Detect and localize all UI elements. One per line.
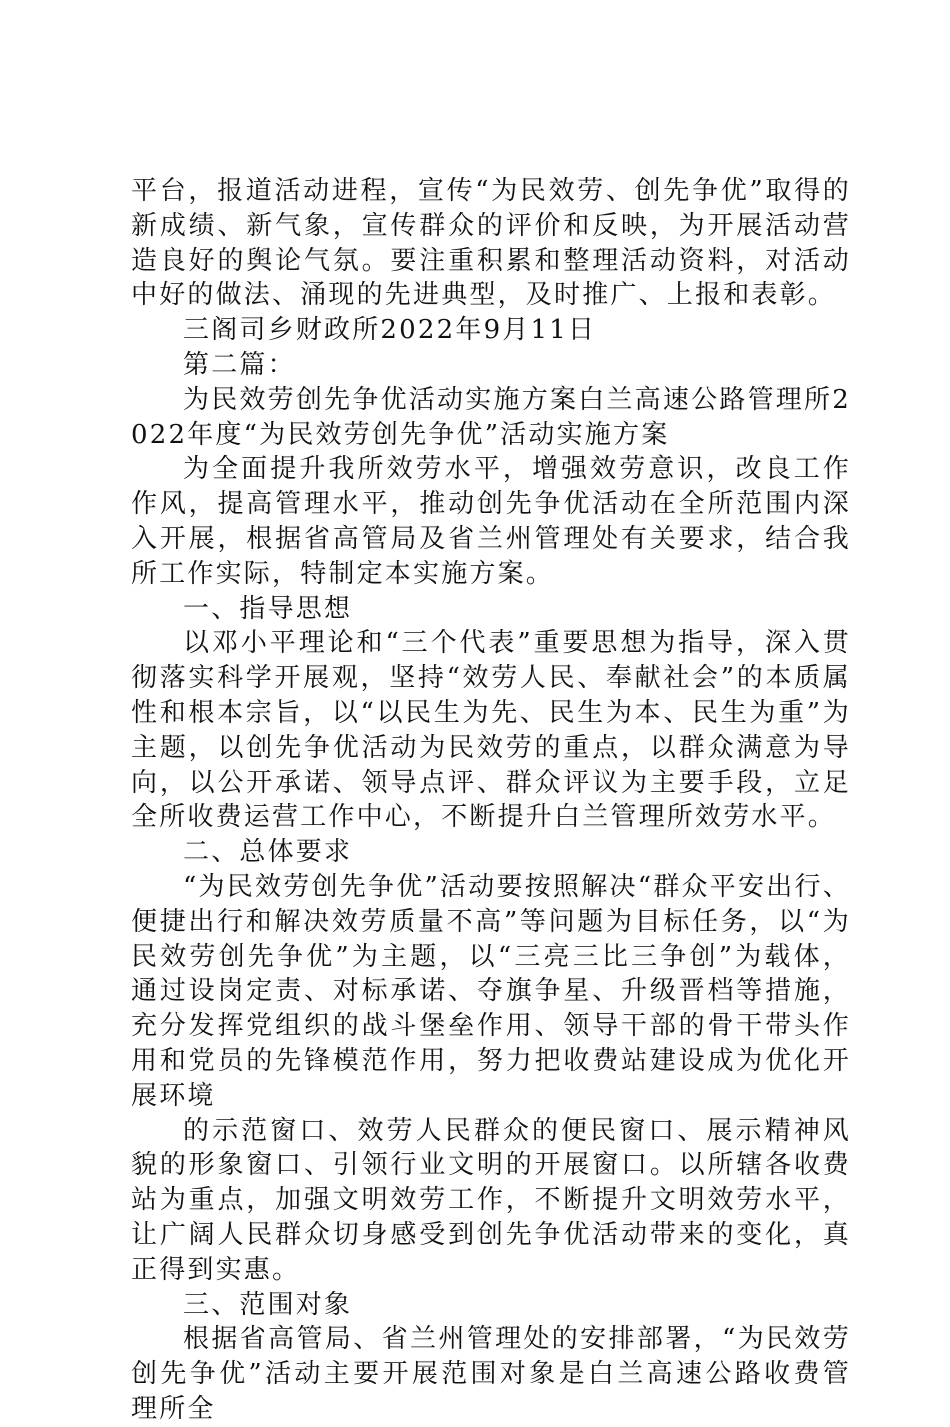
document-title: 为民效劳创先争优活动实施方案白兰高速公路管理所2022年度“为民效劳创先争优”活动实施方案: [131, 384, 851, 450]
paragraph-overall-requirements-continued: 的示范窗口、效劳人民群众的便民窗口、展示精神风貌的形象窗口、引领行业文明的开展窗口。以所辖各收费站为重点，加强文明效劳工作，不断提升文明效劳水平，让广阔人民群众切身感受到创先争优活动带来的变化，真正得到实惠。: [131, 1115, 851, 1285]
paragraph-overall-requirements: “为民效劳创先争优”活动要按照解决“群众平安出行、便捷出行和解决效劳质量不高”等问题为目标任务，以“为民效劳创先争优”为主题，以“三亮三比三争创”为载体，通过设岗定责、对标承诺、夺旗争星、升级晋档等措施，充分发挥党组织的战斗堡垒作用、领导干部的骨干带头作用和党员的先锋模范作用，努力把收费站建设成为优化开展环境: [131, 871, 851, 1111]
document-body: [131, 174, 851, 1427]
paragraph-guiding-ideology: 以邓小平理论和“三个代表”重要思想为指导，深入贯彻落实科学开展观，坚持“效劳人民、奉献社会”的本质属性和根本宗旨，以“以民生为先、民生为本、民生为重”为主题，以创先争优活动为民效劳的重点，以群众满意为导向，以公开承诺、领导点评、群众评议为主要手段，立足全所收费运营工作中心，不断提升白兰管理所效劳水平。: [131, 628, 851, 833]
section-heading-second-article: 第二篇：: [183, 349, 296, 380]
signature-date-line: 三阁司乡财政所2022年9月11日: [183, 315, 597, 346]
paragraph-scope: 根据省高管局、省兰州管理处的安排部署，“为民效劳创先争优”活动主要开展范围对象是白兰高速公路收费管理所全: [131, 1324, 851, 1424]
heading-overall-requirements: 二、总体要求: [183, 837, 353, 868]
paragraph-publicity-platform: 平台，报道活动进程，宣传“为民效劳、创先争优”取得的新成绩、新气象，宣传群众的评价和反映，为开展活动营造良好的舆论气氛。要注重积累和整理活动资料，对活动中好的做法、涌现的先进典型，及时推广、上报和表彰。: [131, 176, 851, 311]
heading-scope: 三、范围对象: [183, 1289, 353, 1320]
paragraph-introduction: 为全面提升我所效劳水平，增强效劳意识，改良工作作风，提高管理水平，推动创先争优活动在全所范围内深入开展，根据省高管局及省兰州管理处有关要求，结合我所工作实际，特制定本实施方案。: [131, 454, 851, 589]
heading-guiding-ideology: 一、指导思想: [183, 593, 353, 624]
